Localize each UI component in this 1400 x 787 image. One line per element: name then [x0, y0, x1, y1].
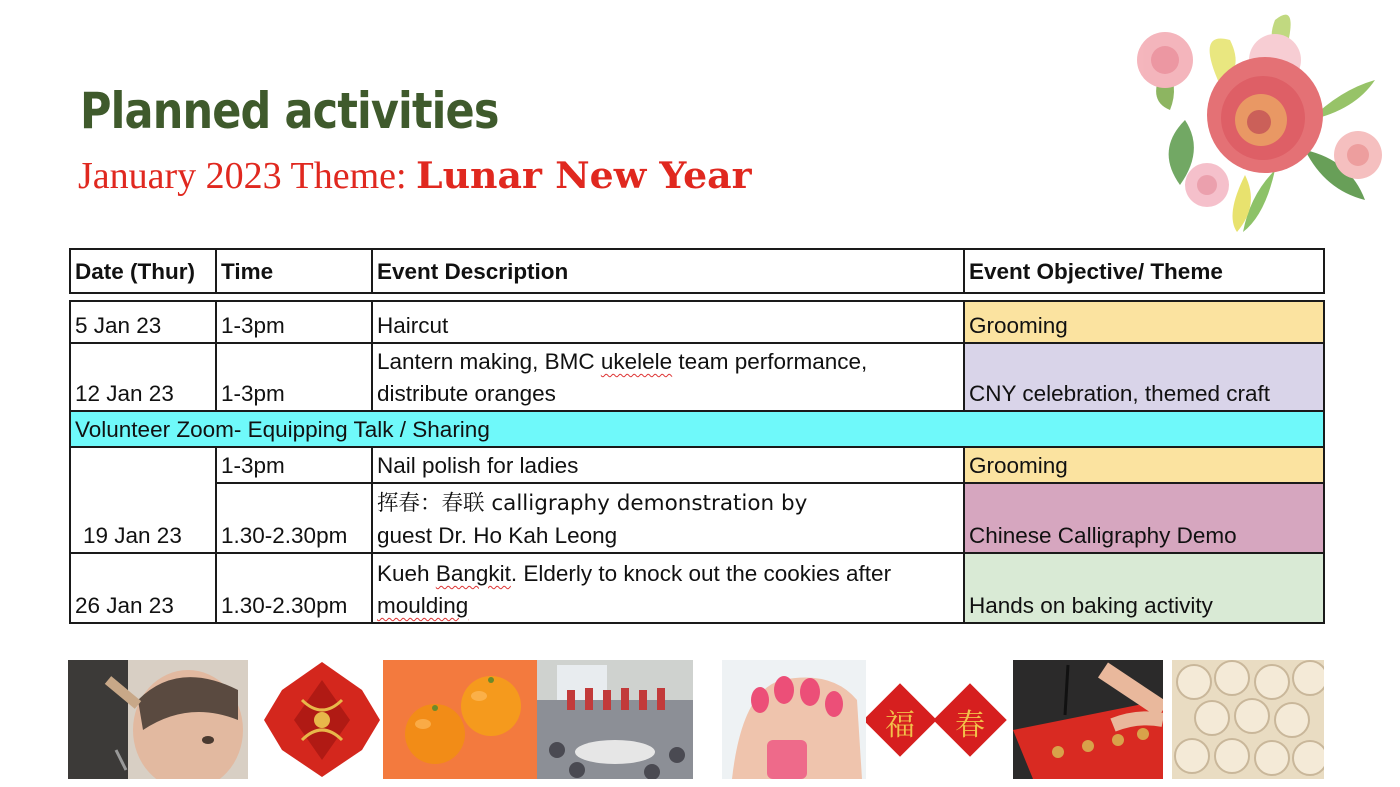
page-title: Planned activities [80, 82, 499, 140]
description-text: Kueh [377, 561, 436, 586]
header-time [215, 248, 373, 294]
table-row [69, 482, 1325, 554]
row-date: 12 Jan 23 [69, 342, 217, 412]
row-date: 26 Jan 23 [69, 552, 217, 624]
row-time: 1-3pm [215, 446, 373, 484]
header-description [371, 248, 965, 294]
header-date-label: Date (Thur) [75, 259, 195, 284]
row-description [371, 552, 965, 624]
haircut-photo [68, 660, 248, 779]
subtitle-theme: Lunar New Year [416, 155, 752, 197]
kueh-bangkit-photo [1172, 660, 1324, 779]
calligraphy-photo [1013, 660, 1163, 779]
performance-photo [537, 660, 693, 779]
description-text: team performance, [672, 349, 868, 374]
nail-polish-photo [722, 660, 866, 779]
description-text: Lantern making, BMC [377, 349, 601, 374]
row-description: Haircut [371, 300, 965, 344]
subtitle-prefix: January 2023 Theme: [78, 155, 417, 197]
banner-cell: Volunteer Zoom- Equipping Talk / Sharing [69, 410, 1325, 448]
page-subtitle [78, 154, 752, 198]
description-line: distribute oranges [377, 381, 556, 406]
row-objective: Grooming [963, 300, 1325, 344]
row-objective: CNY celebration, themed craft [963, 342, 1325, 412]
row-description [371, 342, 965, 412]
row-objective: Hands on baking activity [963, 552, 1325, 624]
chun-character: 春 [955, 708, 985, 743]
description-line [377, 346, 959, 378]
description-text: moulding [377, 593, 469, 618]
row-date: 5 Jan 23 [69, 300, 217, 344]
table-row [69, 300, 1325, 344]
description-text: . Elderly to knock out the cookies after [510, 561, 892, 586]
description-text: Bangkit [435, 561, 511, 586]
row-objective: Grooming [963, 446, 1325, 484]
table-row-banner [69, 410, 1325, 448]
rose-illustration [1125, 0, 1395, 240]
description-line [377, 590, 959, 622]
description-text: ukelele [600, 349, 673, 374]
row-date: 19 Jan 23 [69, 446, 217, 554]
table-header-row [69, 248, 1325, 294]
header-objective [963, 248, 1325, 294]
lantern-photo [262, 660, 382, 779]
row-time: 1-3pm [215, 342, 373, 412]
table-row [69, 552, 1325, 624]
table-row [69, 342, 1325, 412]
header-time-label: Time [221, 259, 274, 284]
row-description [371, 482, 965, 554]
description-line [377, 558, 959, 590]
row-objective: Chinese Calligraphy Demo [963, 482, 1325, 554]
header-objective-label: Event Objective/ Theme [969, 259, 1223, 284]
row-time: 1-3pm [215, 300, 373, 344]
header-description-label: Event Description [377, 259, 569, 284]
row-time: 1.30-2.30pm [215, 552, 373, 624]
fu-chun-photo [866, 660, 1012, 779]
oranges-photo [383, 660, 538, 779]
header-date [69, 248, 217, 294]
description-line: 挥春：春联 calligraphy demonstration by [377, 491, 808, 516]
fu-character: 福 [885, 708, 915, 743]
row-description: Nail polish for ladies [371, 446, 965, 484]
table-row [69, 446, 1325, 484]
row-time: 1.30-2.30pm [215, 482, 373, 554]
description-line: guest Dr. Ho Kah Leong [377, 523, 618, 548]
